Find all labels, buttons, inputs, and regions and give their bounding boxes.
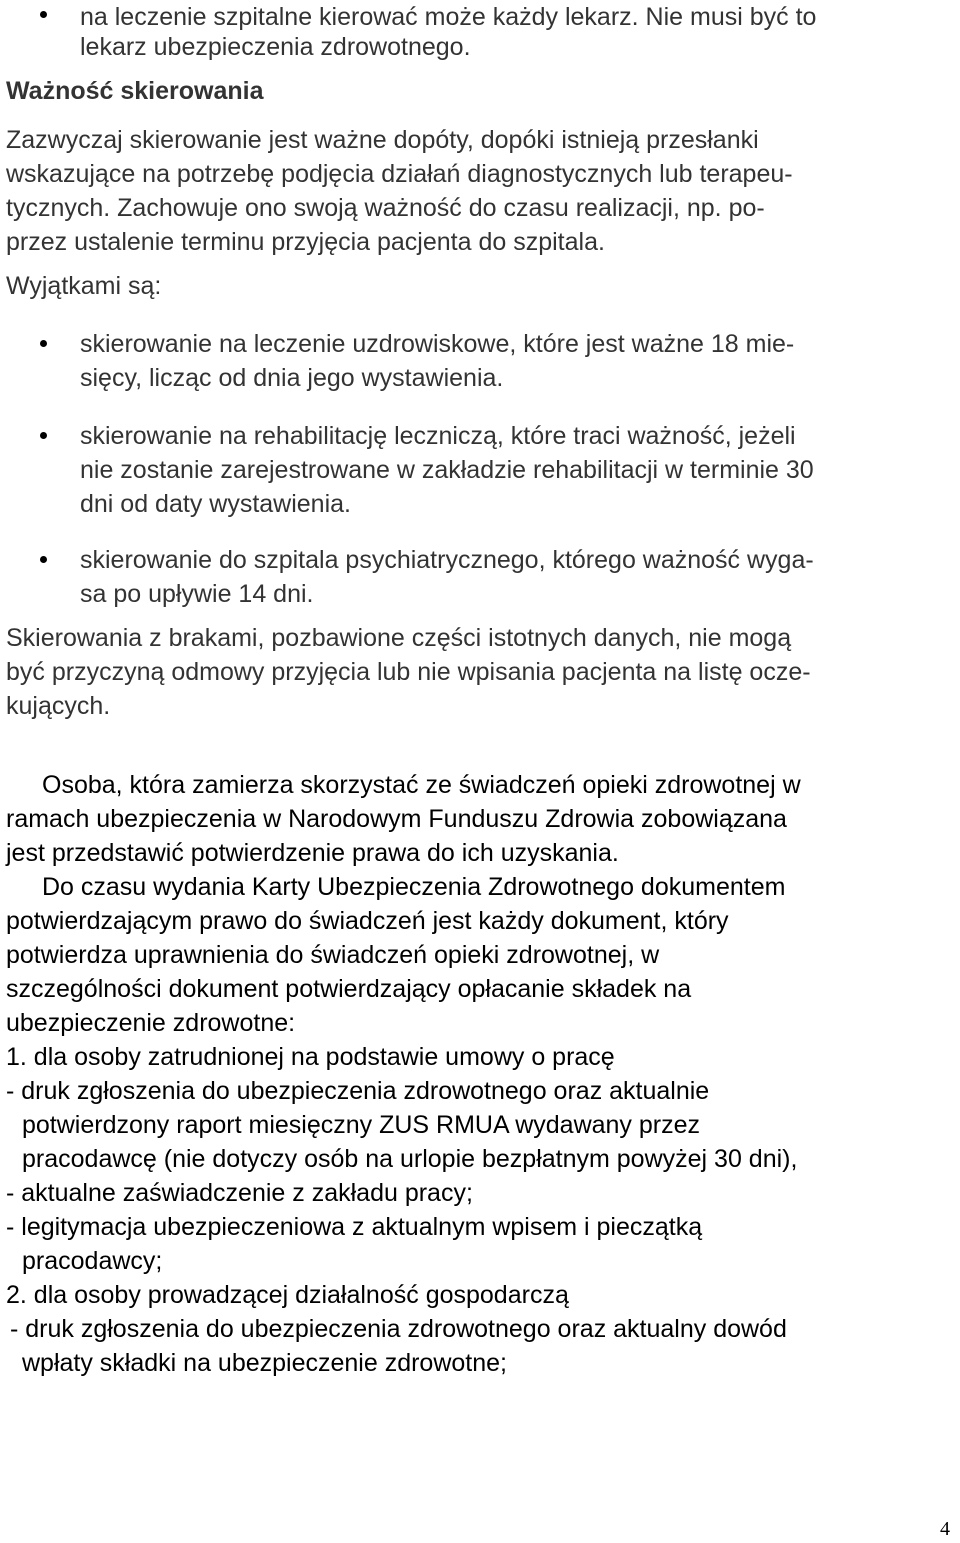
text-line: potwierdza uprawnienia do świadczeń opieki zdrowotnej, w bbox=[6, 941, 660, 969]
text-line: Zazwyczaj skierowanie jest ważne dopóty, dopóki istnieją przesłanki bbox=[6, 126, 759, 154]
bullet-dot-icon bbox=[40, 556, 47, 563]
text-line: być przyczyną odmowy przyjęcia lub nie wpisania pacjenta na listę ocze- bbox=[6, 658, 811, 686]
exceptions-label: Wyjątkami są: bbox=[6, 272, 162, 300]
dash-item-line: - druk zgłoszenia do ubezpieczenia zdrowotnego oraz aktualnie bbox=[6, 1077, 710, 1105]
list-item-line: sięcy, licząc od dnia jego wystawienia. bbox=[80, 364, 504, 392]
list-item-line: skierowanie na leczenie uzdrowiskowe, które jest ważne 18 mie- bbox=[80, 330, 795, 358]
dash-item-line: - legitymacja ubezpieczeniowa z aktualnym wpisem i pieczątką bbox=[6, 1213, 703, 1241]
page-number: 4 bbox=[940, 1518, 950, 1540]
list-item-line: dni od daty wystawienia. bbox=[80, 490, 351, 518]
dash-item-line: pracodawcy; bbox=[22, 1247, 163, 1275]
text-line: lekarz ubezpieczenia zdrowotnego. bbox=[80, 33, 471, 61]
text-line: Do czasu wydania Karty Ubezpieczenia Zdrowotnego dokumentem bbox=[42, 873, 786, 901]
bullet-dot-icon bbox=[40, 432, 47, 439]
list-item-line: skierowanie na rehabilitację leczniczą, które traci ważność, jeżeli bbox=[80, 422, 796, 450]
bullet-dot-icon bbox=[40, 11, 47, 18]
text-line: przez ustalenie terminu przyjęcia pacjenta do szpitala. bbox=[6, 228, 605, 256]
list-item-line: nie zostanie zarejestrowane w zakładzie rehabilitacji w terminie 30 bbox=[80, 456, 814, 484]
text-line: jest przedstawić potwierdzenie prawa do ich uzyskania. bbox=[6, 839, 619, 867]
text-line: ramach ubezpieczenia w Narodowym Funduszu Zdrowia zobowiązana bbox=[6, 805, 787, 833]
dash-item-line: - aktualne zaświadczenie z zakładu pracy; bbox=[6, 1179, 473, 1207]
numbered-item-title: 2. dla osoby prowadzącej działalność gospodarczą bbox=[6, 1281, 569, 1309]
text-line: Skierowania z brakami, pozbawione części istotnych danych, nie mogą bbox=[6, 624, 792, 652]
section-heading: Ważność skierowania bbox=[6, 77, 264, 105]
text-line: ubezpieczenie zdrowotne: bbox=[6, 1009, 296, 1037]
numbered-item-title: 1. dla osoby zatrudnionej na podstawie umowy o pracę bbox=[6, 1043, 615, 1071]
dash-item-line: potwierdzony raport miesięczny ZUS RMUA wydawany przez bbox=[22, 1111, 701, 1139]
text-line: potwierdzającym prawo do świadczeń jest każdy dokument, który bbox=[6, 907, 729, 935]
dash-item-line: - druk zgłoszenia do ubezpieczenia zdrowotnego oraz aktualny dowód bbox=[10, 1315, 787, 1343]
dash-item-line: wpłaty składki na ubezpieczenie zdrowotne; bbox=[22, 1349, 507, 1377]
text-line: Osoba, która zamierza skorzystać ze świadczeń opieki zdrowotnej w bbox=[42, 771, 801, 799]
text-line: szczególności dokument potwierdzający opłacanie składek na bbox=[6, 975, 692, 1003]
text-line: kujących. bbox=[6, 692, 111, 720]
text-line: na leczenie szpitalne kierować może każdy lekarz. Nie musi być to bbox=[80, 3, 817, 31]
dash-item-line: pracodawcę (nie dotyczy osób na urlopie bezpłatnym powyżej 30 dni), bbox=[22, 1145, 798, 1173]
list-item-line: skierowanie do szpitala psychiatrycznego, którego ważność wyga- bbox=[80, 546, 814, 574]
bullet-dot-icon bbox=[40, 340, 47, 347]
text-line: wskazujące na potrzebę podjęcia działań diagnostycznych lub terapeu- bbox=[6, 160, 793, 188]
list-item-line: sa po upływie 14 dni. bbox=[80, 580, 314, 608]
text-line: tycznych. Zachowuje ono swoją ważność do czasu realizacji, np. po- bbox=[6, 194, 765, 222]
